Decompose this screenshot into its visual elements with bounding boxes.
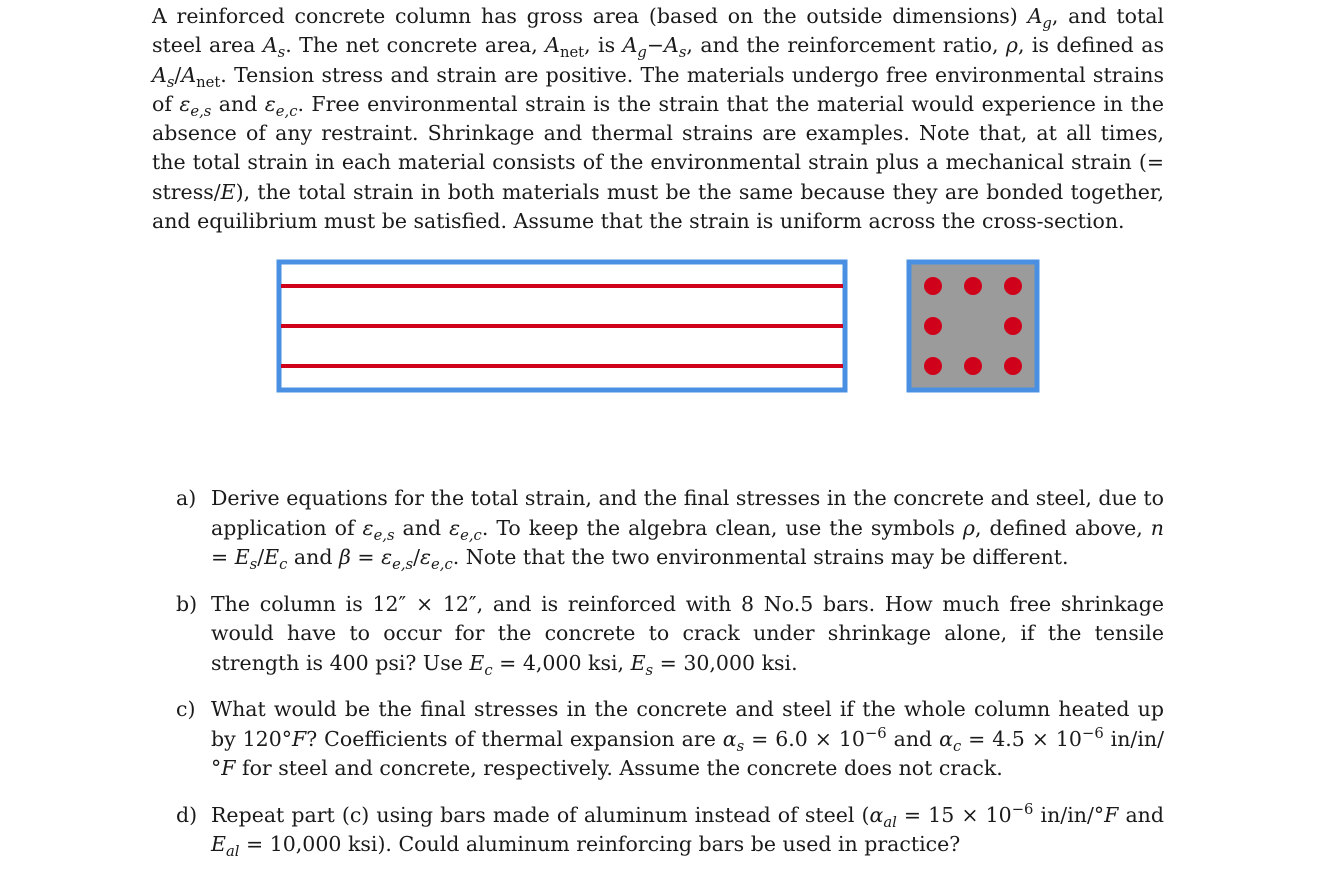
- bar-dot: [1004, 317, 1022, 335]
- question-letter: c): [176, 697, 196, 721]
- question-d: [176, 801, 1164, 860]
- question-text: The column is 12″ × 12″, and is reinforced with 8 No.5 bars. How much free shrinkage would have to occur for the concrete to crack under shrinkage alone, if the tensile strength is 400 psi? Use $E_c = 4,000$ ksi, $E_s = 30,000$ ksi.: [211, 591, 1164, 679]
- question-text: What would be the final stresses in the concrete and steel if the whole column heated up by 120°F? Coefficients of thermal expansion are $\alpha_s = 6.0 \times 10^{-6}$ and $\alpha_c = 4.5 \times 10^{-6}$ in/in/°F for steel and concrete, respectively. Assume the concrete does not crack.: [211, 697, 1164, 780]
- bar-dot: [1004, 277, 1022, 295]
- question-letter: d): [176, 802, 198, 827]
- problem-statement: A reinforced concrete column has gross area (based on the outside dimensions) $A_g$, and total steel area $A_s$. The net concrete area, $A_{net}$, is $A_g-A_s$, and the reinforcement ratio, ρ, is defined as $A_s/A_{net}$. Tension stress and strain are positive. The materials undergo free environmental strains of $\varepsilon_{e,s}$ and $\varepsilon_{e,c}$. Free environmental strain is the strain that the material would experience in the absence of any restraint. Shrinkage and thermal strains are examples. Note that, at all times, the total strain in each material consists of the environmental strain plus a mechanical strain (= stress/E), the total strain in both materials must be the same because they are bonded together, and equilibrium must be satisfied. Assume that the strain is uniform across the cross-section.: [152, 4, 1164, 234]
- question-text: Repeat part (c) using bars made of aluminum instead of steel ($\alpha_{al} = 15 \times 10^{-6}$ in/in/°F and $E_{al} = 10,000$ ksi). Could aluminum reinforcing bars be used in practice?: [211, 800, 1164, 861]
- question-a: [176, 484, 1164, 573]
- question-text: Derive equations for the total strain, and the final stresses in the concrete and steel, due to application of $\varepsilon_{e,s}$ and $\varepsilon_{e,c}$. To keep the algebra clean, use the symbols ρ, defined above, $n = E_s/E_c$ and $\beta = \varepsilon_{e,s}/\varepsilon_{e,c}$. Note that the two environmental strains may be different.: [211, 486, 1164, 574]
- bar-dot: [924, 317, 942, 335]
- column-cross-section-figure: [906, 259, 1042, 395]
- question-letter: b): [176, 591, 198, 616]
- question-list: [176, 484, 1164, 877]
- column-elevation-figure: [276, 259, 848, 395]
- bar-dot: [1004, 357, 1022, 375]
- bar-dot: [924, 357, 942, 375]
- question-letter: a): [176, 486, 197, 510]
- bar-dot: [924, 277, 942, 295]
- question-b: [176, 590, 1164, 679]
- bar-dot: [964, 357, 982, 375]
- question-c: [176, 695, 1164, 784]
- bar-dot: [964, 277, 982, 295]
